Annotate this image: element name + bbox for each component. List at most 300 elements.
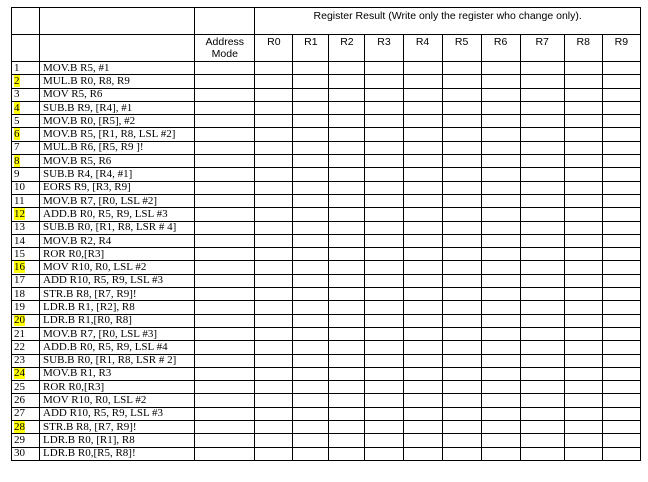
register-cell-r9[interactable] xyxy=(602,407,640,420)
register-cell-r2[interactable] xyxy=(329,434,365,447)
register-cell-r1[interactable] xyxy=(293,301,329,314)
register-cell-r4[interactable] xyxy=(403,101,442,114)
address-mode-cell[interactable] xyxy=(195,234,255,247)
register-cell-r5[interactable] xyxy=(442,248,481,261)
register-cell-r2[interactable] xyxy=(329,221,365,234)
register-cell-r9[interactable] xyxy=(602,101,640,114)
register-cell-r9[interactable] xyxy=(602,248,640,261)
register-cell-r4[interactable] xyxy=(403,394,442,407)
address-mode-cell[interactable] xyxy=(195,88,255,101)
register-cell-r4[interactable] xyxy=(403,381,442,394)
address-mode-cell[interactable] xyxy=(195,75,255,88)
register-cell-r8[interactable] xyxy=(564,141,602,154)
register-cell-r5[interactable] xyxy=(442,381,481,394)
register-cell-r5[interactable] xyxy=(442,354,481,367)
register-cell-r3[interactable] xyxy=(365,128,403,141)
register-cell-r1[interactable] xyxy=(293,407,329,420)
register-cell-r9[interactable] xyxy=(602,115,640,128)
register-cell-r4[interactable] xyxy=(403,288,442,301)
register-cell-r2[interactable] xyxy=(329,381,365,394)
register-cell-r8[interactable] xyxy=(564,421,602,434)
register-cell-r0[interactable] xyxy=(255,168,293,181)
register-cell-r3[interactable] xyxy=(365,141,403,154)
address-mode-cell[interactable] xyxy=(195,314,255,327)
register-cell-r5[interactable] xyxy=(442,128,481,141)
register-cell-r2[interactable] xyxy=(329,248,365,261)
register-cell-r5[interactable] xyxy=(442,88,481,101)
register-cell-r5[interactable] xyxy=(442,208,481,221)
register-cell-r5[interactable] xyxy=(442,274,481,287)
register-cell-r3[interactable] xyxy=(365,341,403,354)
register-cell-r7[interactable] xyxy=(520,101,564,114)
address-mode-cell[interactable] xyxy=(195,421,255,434)
register-cell-r3[interactable] xyxy=(365,434,403,447)
register-cell-r1[interactable] xyxy=(293,221,329,234)
register-cell-r1[interactable] xyxy=(293,115,329,128)
register-cell-r9[interactable] xyxy=(602,381,640,394)
address-mode-cell[interactable] xyxy=(195,434,255,447)
register-cell-r8[interactable] xyxy=(564,181,602,194)
address-mode-cell[interactable] xyxy=(195,341,255,354)
address-mode-cell[interactable] xyxy=(195,155,255,168)
register-cell-r7[interactable] xyxy=(520,288,564,301)
register-cell-r6[interactable] xyxy=(481,274,520,287)
register-cell-r5[interactable] xyxy=(442,367,481,380)
register-cell-r9[interactable] xyxy=(602,341,640,354)
register-cell-r6[interactable] xyxy=(481,314,520,327)
register-cell-r8[interactable] xyxy=(564,128,602,141)
register-cell-r8[interactable] xyxy=(564,274,602,287)
register-cell-r5[interactable] xyxy=(442,341,481,354)
register-cell-r6[interactable] xyxy=(481,194,520,207)
register-cell-r0[interactable] xyxy=(255,381,293,394)
register-cell-r5[interactable] xyxy=(442,327,481,340)
register-cell-r4[interactable] xyxy=(403,208,442,221)
register-cell-r0[interactable] xyxy=(255,62,293,75)
register-cell-r5[interactable] xyxy=(442,101,481,114)
register-cell-r9[interactable] xyxy=(602,208,640,221)
register-cell-r4[interactable] xyxy=(403,234,442,247)
register-cell-r6[interactable] xyxy=(481,181,520,194)
register-cell-r9[interactable] xyxy=(602,274,640,287)
register-cell-r7[interactable] xyxy=(520,234,564,247)
register-cell-r2[interactable] xyxy=(329,367,365,380)
register-cell-r9[interactable] xyxy=(602,62,640,75)
register-cell-r4[interactable] xyxy=(403,327,442,340)
register-cell-r8[interactable] xyxy=(564,394,602,407)
register-cell-r2[interactable] xyxy=(329,234,365,247)
register-cell-r7[interactable] xyxy=(520,141,564,154)
register-cell-r1[interactable] xyxy=(293,141,329,154)
register-cell-r1[interactable] xyxy=(293,155,329,168)
register-cell-r1[interactable] xyxy=(293,208,329,221)
register-cell-r3[interactable] xyxy=(365,62,403,75)
register-cell-r7[interactable] xyxy=(520,221,564,234)
register-cell-r3[interactable] xyxy=(365,381,403,394)
register-cell-r9[interactable] xyxy=(602,194,640,207)
register-cell-r3[interactable] xyxy=(365,367,403,380)
register-cell-r0[interactable] xyxy=(255,394,293,407)
register-cell-r3[interactable] xyxy=(365,75,403,88)
register-cell-r9[interactable] xyxy=(602,447,640,460)
register-cell-r4[interactable] xyxy=(403,141,442,154)
register-cell-r0[interactable] xyxy=(255,407,293,420)
register-cell-r8[interactable] xyxy=(564,288,602,301)
register-cell-r0[interactable] xyxy=(255,288,293,301)
register-cell-r0[interactable] xyxy=(255,248,293,261)
register-cell-r7[interactable] xyxy=(520,394,564,407)
register-cell-r1[interactable] xyxy=(293,75,329,88)
address-mode-cell[interactable] xyxy=(195,381,255,394)
register-cell-r0[interactable] xyxy=(255,367,293,380)
register-cell-r5[interactable] xyxy=(442,62,481,75)
register-cell-r4[interactable] xyxy=(403,407,442,420)
register-cell-r2[interactable] xyxy=(329,181,365,194)
register-cell-r7[interactable] xyxy=(520,248,564,261)
register-cell-r2[interactable] xyxy=(329,155,365,168)
register-cell-r7[interactable] xyxy=(520,128,564,141)
register-cell-r9[interactable] xyxy=(602,327,640,340)
register-cell-r3[interactable] xyxy=(365,314,403,327)
register-cell-r1[interactable] xyxy=(293,194,329,207)
register-cell-r8[interactable] xyxy=(564,101,602,114)
address-mode-cell[interactable] xyxy=(195,367,255,380)
register-cell-r6[interactable] xyxy=(481,208,520,221)
register-cell-r3[interactable] xyxy=(365,421,403,434)
register-cell-r3[interactable] xyxy=(365,88,403,101)
register-cell-r0[interactable] xyxy=(255,234,293,247)
register-cell-r5[interactable] xyxy=(442,394,481,407)
register-cell-r0[interactable] xyxy=(255,314,293,327)
register-cell-r1[interactable] xyxy=(293,354,329,367)
register-cell-r5[interactable] xyxy=(442,234,481,247)
register-cell-r5[interactable] xyxy=(442,141,481,154)
register-cell-r4[interactable] xyxy=(403,115,442,128)
register-cell-r6[interactable] xyxy=(481,434,520,447)
address-mode-cell[interactable] xyxy=(195,301,255,314)
address-mode-cell[interactable] xyxy=(195,327,255,340)
register-cell-r0[interactable] xyxy=(255,261,293,274)
register-cell-r4[interactable] xyxy=(403,75,442,88)
register-cell-r2[interactable] xyxy=(329,261,365,274)
register-cell-r5[interactable] xyxy=(442,168,481,181)
register-cell-r9[interactable] xyxy=(602,301,640,314)
register-cell-r9[interactable] xyxy=(602,261,640,274)
register-cell-r3[interactable] xyxy=(365,288,403,301)
register-cell-r5[interactable] xyxy=(442,301,481,314)
register-cell-r6[interactable] xyxy=(481,115,520,128)
register-cell-r4[interactable] xyxy=(403,128,442,141)
register-cell-r8[interactable] xyxy=(564,168,602,181)
address-mode-cell[interactable] xyxy=(195,168,255,181)
register-cell-r6[interactable] xyxy=(481,234,520,247)
register-cell-r6[interactable] xyxy=(481,75,520,88)
register-cell-r3[interactable] xyxy=(365,181,403,194)
register-cell-r5[interactable] xyxy=(442,221,481,234)
register-cell-r8[interactable] xyxy=(564,221,602,234)
register-cell-r7[interactable] xyxy=(520,421,564,434)
register-cell-r8[interactable] xyxy=(564,314,602,327)
register-cell-r2[interactable] xyxy=(329,88,365,101)
register-cell-r7[interactable] xyxy=(520,314,564,327)
register-cell-r5[interactable] xyxy=(442,421,481,434)
register-cell-r8[interactable] xyxy=(564,407,602,420)
register-cell-r4[interactable] xyxy=(403,194,442,207)
register-cell-r0[interactable] xyxy=(255,327,293,340)
register-cell-r3[interactable] xyxy=(365,234,403,247)
address-mode-cell[interactable] xyxy=(195,447,255,460)
register-cell-r8[interactable] xyxy=(564,381,602,394)
register-cell-r7[interactable] xyxy=(520,381,564,394)
register-cell-r6[interactable] xyxy=(481,327,520,340)
register-cell-r1[interactable] xyxy=(293,181,329,194)
register-cell-r0[interactable] xyxy=(255,155,293,168)
register-cell-r6[interactable] xyxy=(481,155,520,168)
register-cell-r6[interactable] xyxy=(481,367,520,380)
register-cell-r3[interactable] xyxy=(365,115,403,128)
register-cell-r1[interactable] xyxy=(293,341,329,354)
register-cell-r1[interactable] xyxy=(293,421,329,434)
register-cell-r9[interactable] xyxy=(602,394,640,407)
register-cell-r4[interactable] xyxy=(403,421,442,434)
register-cell-r2[interactable] xyxy=(329,62,365,75)
register-cell-r5[interactable] xyxy=(442,115,481,128)
register-cell-r8[interactable] xyxy=(564,62,602,75)
register-cell-r4[interactable] xyxy=(403,434,442,447)
register-cell-r7[interactable] xyxy=(520,341,564,354)
register-cell-r9[interactable] xyxy=(602,181,640,194)
register-cell-r6[interactable] xyxy=(481,168,520,181)
register-cell-r9[interactable] xyxy=(602,234,640,247)
register-cell-r7[interactable] xyxy=(520,88,564,101)
register-cell-r9[interactable] xyxy=(602,421,640,434)
register-cell-r1[interactable] xyxy=(293,381,329,394)
register-cell-r5[interactable] xyxy=(442,407,481,420)
register-cell-r0[interactable] xyxy=(255,194,293,207)
register-cell-r0[interactable] xyxy=(255,88,293,101)
register-cell-r6[interactable] xyxy=(481,128,520,141)
register-cell-r4[interactable] xyxy=(403,367,442,380)
register-cell-r1[interactable] xyxy=(293,248,329,261)
register-cell-r6[interactable] xyxy=(481,288,520,301)
register-cell-r3[interactable] xyxy=(365,194,403,207)
register-cell-r2[interactable] xyxy=(329,301,365,314)
address-mode-cell[interactable] xyxy=(195,274,255,287)
register-cell-r4[interactable] xyxy=(403,62,442,75)
register-cell-r7[interactable] xyxy=(520,274,564,287)
register-cell-r6[interactable] xyxy=(481,421,520,434)
register-cell-r6[interactable] xyxy=(481,62,520,75)
register-cell-r6[interactable] xyxy=(481,341,520,354)
register-cell-r4[interactable] xyxy=(403,354,442,367)
register-cell-r6[interactable] xyxy=(481,407,520,420)
register-cell-r4[interactable] xyxy=(403,301,442,314)
register-cell-r2[interactable] xyxy=(329,327,365,340)
register-cell-r7[interactable] xyxy=(520,168,564,181)
register-cell-r7[interactable] xyxy=(520,155,564,168)
register-cell-r1[interactable] xyxy=(293,288,329,301)
register-cell-r3[interactable] xyxy=(365,447,403,460)
register-cell-r1[interactable] xyxy=(293,101,329,114)
register-cell-r0[interactable] xyxy=(255,354,293,367)
register-cell-r5[interactable] xyxy=(442,261,481,274)
register-cell-r0[interactable] xyxy=(255,208,293,221)
register-cell-r0[interactable] xyxy=(255,128,293,141)
register-cell-r7[interactable] xyxy=(520,115,564,128)
register-cell-r6[interactable] xyxy=(481,248,520,261)
register-cell-r8[interactable] xyxy=(564,208,602,221)
register-cell-r2[interactable] xyxy=(329,75,365,88)
register-cell-r7[interactable] xyxy=(520,194,564,207)
register-cell-r0[interactable] xyxy=(255,421,293,434)
register-cell-r4[interactable] xyxy=(403,181,442,194)
register-cell-r6[interactable] xyxy=(481,88,520,101)
register-cell-r3[interactable] xyxy=(365,301,403,314)
register-cell-r8[interactable] xyxy=(564,194,602,207)
register-cell-r8[interactable] xyxy=(564,354,602,367)
register-cell-r4[interactable] xyxy=(403,88,442,101)
register-cell-r9[interactable] xyxy=(602,155,640,168)
register-cell-r2[interactable] xyxy=(329,407,365,420)
register-cell-r8[interactable] xyxy=(564,434,602,447)
register-cell-r0[interactable] xyxy=(255,141,293,154)
register-cell-r8[interactable] xyxy=(564,327,602,340)
register-cell-r7[interactable] xyxy=(520,261,564,274)
register-cell-r7[interactable] xyxy=(520,75,564,88)
register-cell-r1[interactable] xyxy=(293,274,329,287)
register-cell-r2[interactable] xyxy=(329,194,365,207)
register-cell-r9[interactable] xyxy=(602,288,640,301)
register-cell-r8[interactable] xyxy=(564,88,602,101)
address-mode-cell[interactable] xyxy=(195,354,255,367)
register-cell-r4[interactable] xyxy=(403,447,442,460)
register-cell-r6[interactable] xyxy=(481,221,520,234)
register-cell-r3[interactable] xyxy=(365,354,403,367)
register-cell-r0[interactable] xyxy=(255,101,293,114)
register-cell-r1[interactable] xyxy=(293,447,329,460)
register-cell-r4[interactable] xyxy=(403,221,442,234)
register-cell-r9[interactable] xyxy=(602,314,640,327)
register-cell-r1[interactable] xyxy=(293,327,329,340)
register-cell-r9[interactable] xyxy=(602,75,640,88)
register-cell-r7[interactable] xyxy=(520,434,564,447)
register-cell-r2[interactable] xyxy=(329,274,365,287)
register-cell-r4[interactable] xyxy=(403,341,442,354)
register-cell-r8[interactable] xyxy=(564,75,602,88)
register-cell-r7[interactable] xyxy=(520,367,564,380)
register-cell-r0[interactable] xyxy=(255,75,293,88)
register-cell-r5[interactable] xyxy=(442,288,481,301)
register-cell-r9[interactable] xyxy=(602,367,640,380)
register-cell-r3[interactable] xyxy=(365,261,403,274)
address-mode-cell[interactable] xyxy=(195,261,255,274)
register-cell-r9[interactable] xyxy=(602,128,640,141)
register-cell-r4[interactable] xyxy=(403,261,442,274)
register-cell-r2[interactable] xyxy=(329,128,365,141)
register-cell-r6[interactable] xyxy=(481,141,520,154)
address-mode-cell[interactable] xyxy=(195,221,255,234)
register-cell-r7[interactable] xyxy=(520,354,564,367)
register-cell-r2[interactable] xyxy=(329,208,365,221)
register-cell-r1[interactable] xyxy=(293,62,329,75)
register-cell-r0[interactable] xyxy=(255,115,293,128)
register-cell-r9[interactable] xyxy=(602,88,640,101)
register-cell-r3[interactable] xyxy=(365,407,403,420)
register-cell-r9[interactable] xyxy=(602,141,640,154)
register-cell-r3[interactable] xyxy=(365,155,403,168)
register-cell-r1[interactable] xyxy=(293,261,329,274)
register-cell-r0[interactable] xyxy=(255,447,293,460)
register-cell-r2[interactable] xyxy=(329,101,365,114)
register-cell-r0[interactable] xyxy=(255,341,293,354)
register-cell-r2[interactable] xyxy=(329,314,365,327)
register-cell-r0[interactable] xyxy=(255,301,293,314)
register-cell-r2[interactable] xyxy=(329,421,365,434)
register-cell-r5[interactable] xyxy=(442,75,481,88)
register-cell-r9[interactable] xyxy=(602,221,640,234)
register-cell-r3[interactable] xyxy=(365,248,403,261)
register-cell-r5[interactable] xyxy=(442,155,481,168)
register-cell-r6[interactable] xyxy=(481,354,520,367)
register-cell-r6[interactable] xyxy=(481,261,520,274)
address-mode-cell[interactable] xyxy=(195,248,255,261)
register-cell-r6[interactable] xyxy=(481,394,520,407)
register-cell-r8[interactable] xyxy=(564,261,602,274)
register-cell-r2[interactable] xyxy=(329,394,365,407)
address-mode-cell[interactable] xyxy=(195,288,255,301)
register-cell-r6[interactable] xyxy=(481,447,520,460)
register-cell-r8[interactable] xyxy=(564,301,602,314)
register-cell-r1[interactable] xyxy=(293,434,329,447)
address-mode-cell[interactable] xyxy=(195,128,255,141)
address-mode-cell[interactable] xyxy=(195,101,255,114)
register-cell-r6[interactable] xyxy=(481,301,520,314)
register-cell-r8[interactable] xyxy=(564,115,602,128)
register-cell-r9[interactable] xyxy=(602,168,640,181)
register-cell-r0[interactable] xyxy=(255,434,293,447)
register-cell-r3[interactable] xyxy=(365,394,403,407)
address-mode-cell[interactable] xyxy=(195,141,255,154)
register-cell-r8[interactable] xyxy=(564,155,602,168)
address-mode-cell[interactable] xyxy=(195,115,255,128)
register-cell-r0[interactable] xyxy=(255,274,293,287)
register-cell-r7[interactable] xyxy=(520,447,564,460)
register-cell-r6[interactable] xyxy=(481,381,520,394)
register-cell-r8[interactable] xyxy=(564,341,602,354)
register-cell-r3[interactable] xyxy=(365,208,403,221)
register-cell-r1[interactable] xyxy=(293,128,329,141)
register-cell-r2[interactable] xyxy=(329,341,365,354)
register-cell-r6[interactable] xyxy=(481,101,520,114)
register-cell-r7[interactable] xyxy=(520,301,564,314)
register-cell-r4[interactable] xyxy=(403,314,442,327)
register-cell-r0[interactable] xyxy=(255,181,293,194)
register-cell-r1[interactable] xyxy=(293,234,329,247)
address-mode-cell[interactable] xyxy=(195,181,255,194)
address-mode-cell[interactable] xyxy=(195,208,255,221)
register-cell-r8[interactable] xyxy=(564,248,602,261)
register-cell-r3[interactable] xyxy=(365,274,403,287)
register-cell-r1[interactable] xyxy=(293,168,329,181)
register-cell-r7[interactable] xyxy=(520,181,564,194)
register-cell-r4[interactable] xyxy=(403,155,442,168)
register-cell-r2[interactable] xyxy=(329,447,365,460)
register-cell-r7[interactable] xyxy=(520,407,564,420)
register-cell-r2[interactable] xyxy=(329,288,365,301)
register-cell-r5[interactable] xyxy=(442,434,481,447)
register-cell-r1[interactable] xyxy=(293,314,329,327)
address-mode-cell[interactable] xyxy=(195,407,255,420)
